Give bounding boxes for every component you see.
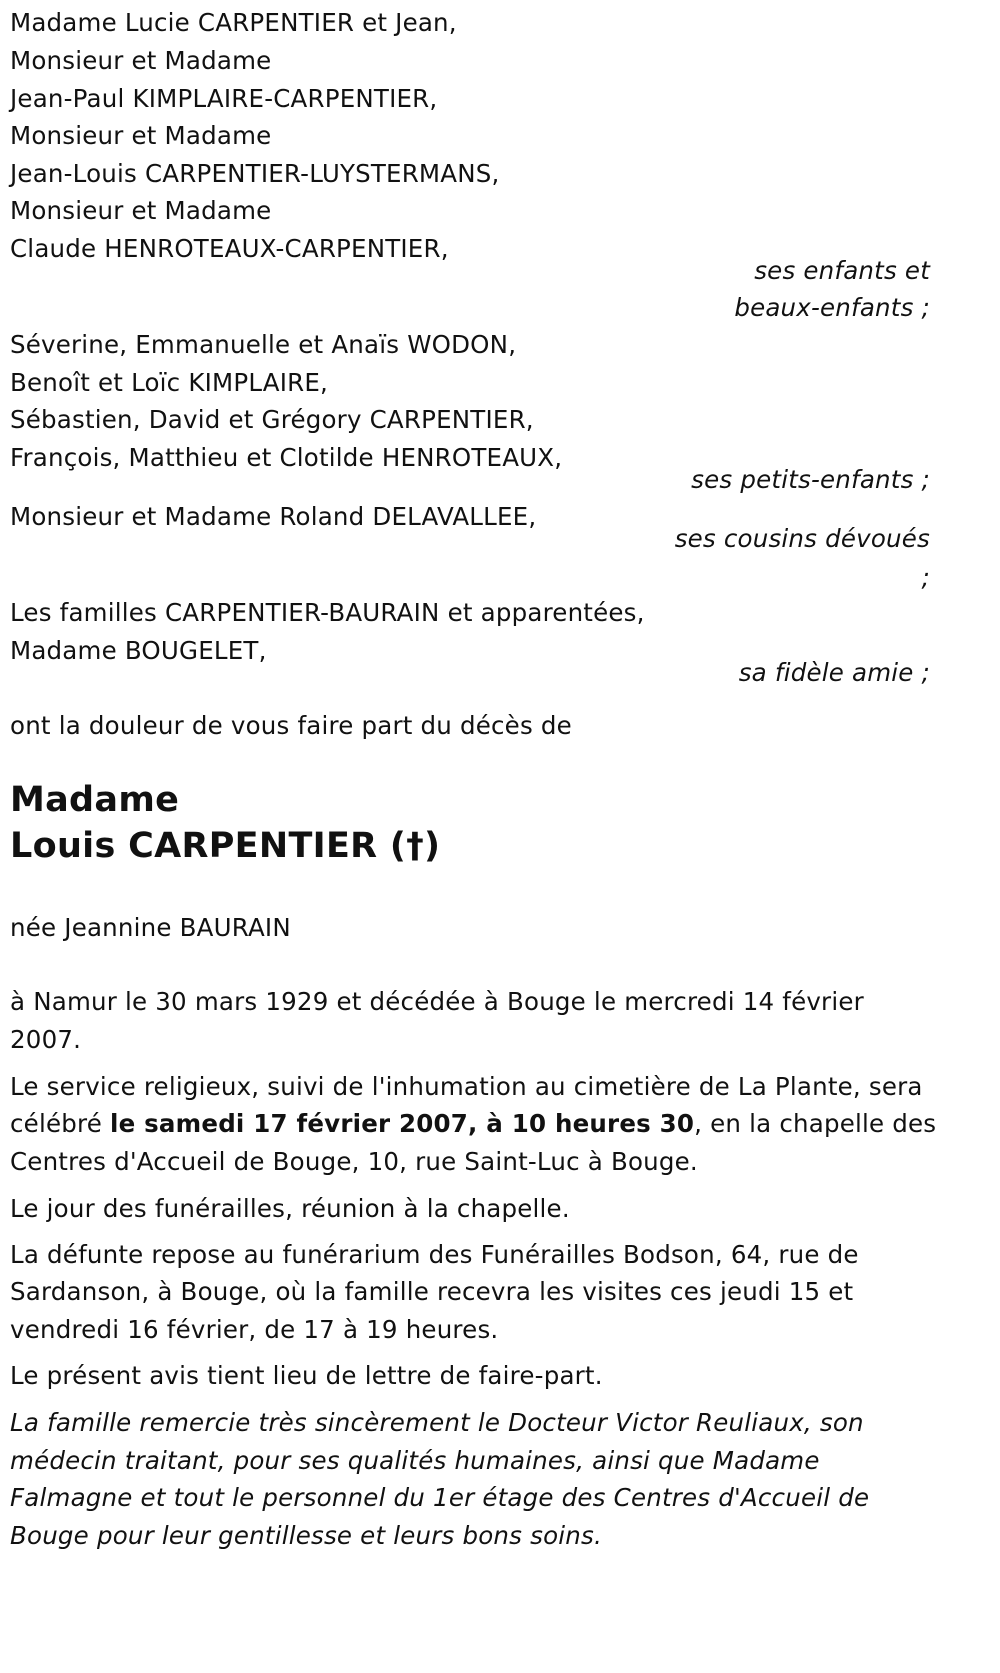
thanks-line-4: Bouge pour leur gentillesse et leurs bons soins. — [10, 1521, 602, 1550]
children-line-6: Monsieur et Madame — [10, 196, 272, 225]
deceased-name: Louis CARPENTIER (†) — [10, 826, 441, 866]
children-line-4: Monsieur et Madame — [10, 121, 272, 150]
children-role-line-2: beaux-enfants ; — [734, 293, 930, 322]
birth-name: née Jeannine BAURAIN — [10, 913, 291, 942]
notice-text: Le présent avis tient lieu de lettre de faire-part. — [10, 1361, 603, 1390]
children-line-5: Jean-Louis CARPENTIER-LUYSTERMANS, — [10, 159, 500, 188]
children-line-3: Jean-Paul KIMPLAIRE-CARPENTIER, — [10, 84, 438, 113]
rest-line-3: vendredi 16 février, de 17 à 19 heures. — [10, 1315, 499, 1344]
dates-line-1: à Namur le 30 mars 1929 et décédée à Bouge le mercredi 14 février — [10, 987, 864, 1016]
grandchildren-line-1: Séverine, Emmanuelle et Anaïs WODON, — [10, 330, 517, 359]
grandchildren-line-2: Benoît et Loïc KIMPLAIRE, — [10, 368, 329, 397]
grandchildren-role: ses petits-enfants ; — [691, 465, 930, 494]
cousins-line: Monsieur et Madame Roland DELAVALLEE, — [10, 502, 537, 531]
thanks-line-3: Falmagne et tout le personnel du 1er étage des Centres d'Accueil de — [10, 1483, 870, 1512]
friend-role: sa fidèle amie ; — [738, 658, 930, 687]
service-suffix: , en la chapelle des — [694, 1109, 937, 1138]
thanks-line-1: La famille remercie très sincèrement le Docteur Victor Reuliaux, son — [10, 1408, 864, 1437]
service-line-1: Le service religieux, suivi de l'inhumation au cimetière de La Plante, sera — [10, 1072, 923, 1101]
service-prefix: célébré — [10, 1109, 110, 1138]
children-role-line-1: ses enfants et — [754, 256, 930, 285]
children-line-1: Madame Lucie CARPENTIER et Jean, — [10, 8, 457, 37]
other-line-1: Les familles CARPENTIER-BAURAIN et apparentées, — [10, 598, 645, 627]
thanks-line-2: médecin traitant, pour ses qualités humaines, ainsi que Madame — [10, 1446, 820, 1475]
grandchildren-line-4: François, Matthieu et Clotilde HENROTEAUX, — [10, 443, 563, 472]
announcement-text: ont la douleur de vous faire part du décès de — [10, 711, 572, 740]
service-date-time: le samedi 17 février 2007, à 10 heures 30 — [109, 1109, 695, 1138]
grandchildren-line-3: Sébastien, David et Grégory CARPENTIER, — [10, 405, 534, 434]
meeting-text: Le jour des funérailles, réunion à la chapelle. — [10, 1194, 570, 1223]
service-line-3: Centres d'Accueil de Bouge, 10, rue Saint-Luc à Bouge. — [10, 1147, 698, 1176]
children-line-2: Monsieur et Madame — [10, 46, 272, 75]
rest-line-2: Sardanson, à Bouge, où la famille recevra les visites ces jeudi 15 et — [10, 1277, 854, 1306]
children-line-7: Claude HENROTEAUX-CARPENTIER, — [10, 234, 449, 263]
cousins-role-line-2: ; — [921, 563, 930, 592]
service-line-2 — [10, 1109, 936, 1139]
cousins-role-line-1: ses cousins dévoués — [674, 524, 930, 553]
rest-line-1: La défunte repose au funérarium des Funérailles Bodson, 64, rue de — [10, 1240, 859, 1269]
other-line-2: Madame BOUGELET, — [10, 636, 267, 665]
deceased-title: Madame — [10, 780, 180, 820]
dates-line-2: 2007. — [10, 1025, 82, 1054]
